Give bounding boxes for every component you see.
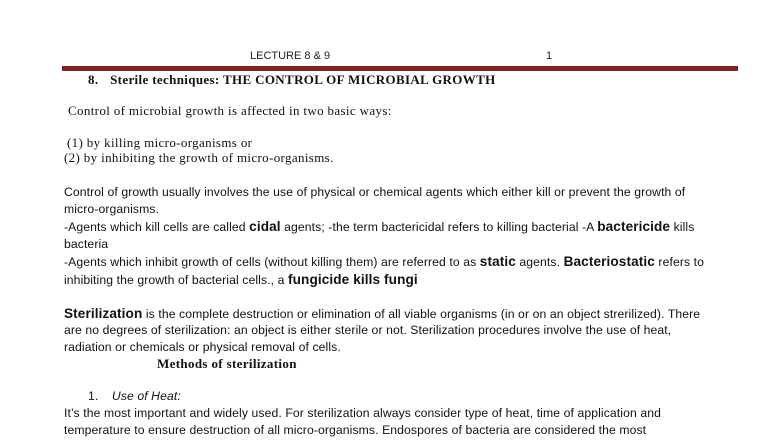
heat-label: Use of Heat: bbox=[111, 389, 181, 403]
static-line-2 bbox=[64, 272, 418, 287]
sterilization-line-3: radiation or chemicals or physical removal of cells. bbox=[64, 340, 341, 354]
header-lecture-label: LECTURE 8 & 9 bbox=[250, 50, 331, 62]
heat-line-1: It’s the most important and widely used. For sterilization always consider type of heat, time of application and bbox=[64, 406, 661, 420]
cidal-line bbox=[64, 219, 694, 234]
methods-heading: Methods of sterilization bbox=[157, 356, 297, 371]
cidal-text-b: agents; -the term bactericidal refers to killing bacterial -A bbox=[284, 220, 594, 234]
heat-item bbox=[88, 389, 181, 403]
static-text-a: -Agents which inhibit growth of cells (without killing them) are referred to as bbox=[64, 255, 477, 269]
cidal-text-a: -Agents which kill cells are called bbox=[64, 220, 246, 234]
section-number: 8. bbox=[88, 72, 99, 87]
bacteriostatic-term: Bacteriostatic bbox=[563, 254, 655, 269]
sterilization-line-1 bbox=[64, 306, 700, 321]
static-text-c: refers to bbox=[658, 255, 705, 269]
fungicide-term: fungicide kills fungi bbox=[288, 272, 418, 287]
static-line bbox=[64, 254, 704, 269]
static-text-b: agents. bbox=[519, 255, 561, 269]
cidal-line-2: bacteria bbox=[64, 237, 109, 251]
way-2: (2) by inhibiting the growth of micro-organisms. bbox=[64, 150, 334, 165]
sterilization-term: Sterilization bbox=[64, 306, 143, 321]
bactericide-term: bactericide bbox=[597, 219, 671, 234]
section-title-lead: Sterile techniques: bbox=[110, 72, 220, 87]
sterilization-line-2: are no degrees of sterilization: an object is either sterile or not. Sterilization procedures involve the use of heat, bbox=[64, 323, 672, 337]
page-number: 1 bbox=[546, 50, 553, 62]
sterilization-text-1: is the complete destruction or elimination of all viable organisms (in or on an object strerilized). There bbox=[145, 307, 701, 321]
section-heading bbox=[88, 72, 496, 88]
intro-line: Control of microbial growth is affected in two basic ways: bbox=[68, 103, 392, 118]
control-line-1: Control of growth usually involves the use of physical or chemical agents which either kill or prevent the growth of bbox=[64, 185, 686, 199]
heat-line-2: temperature to ensure destruction of all micro-organisms. Endospores of bacteria are considered the most bbox=[64, 423, 647, 437]
cidal-text-c: kills bbox=[673, 220, 695, 234]
static-text-line2: inhibiting the growth of bacterial cells., a bbox=[64, 273, 285, 287]
heat-number: 1. bbox=[88, 389, 99, 403]
cidal-term: cidal bbox=[249, 219, 281, 234]
section-title-rest: THE CONTROL OF MICROBIAL GROWTH bbox=[223, 72, 496, 87]
way-1: (1) by killing micro-organisms or bbox=[67, 135, 253, 150]
control-line-2: micro-organisms. bbox=[64, 202, 160, 216]
static-term: static bbox=[479, 254, 516, 269]
header-divider bbox=[62, 66, 738, 71]
